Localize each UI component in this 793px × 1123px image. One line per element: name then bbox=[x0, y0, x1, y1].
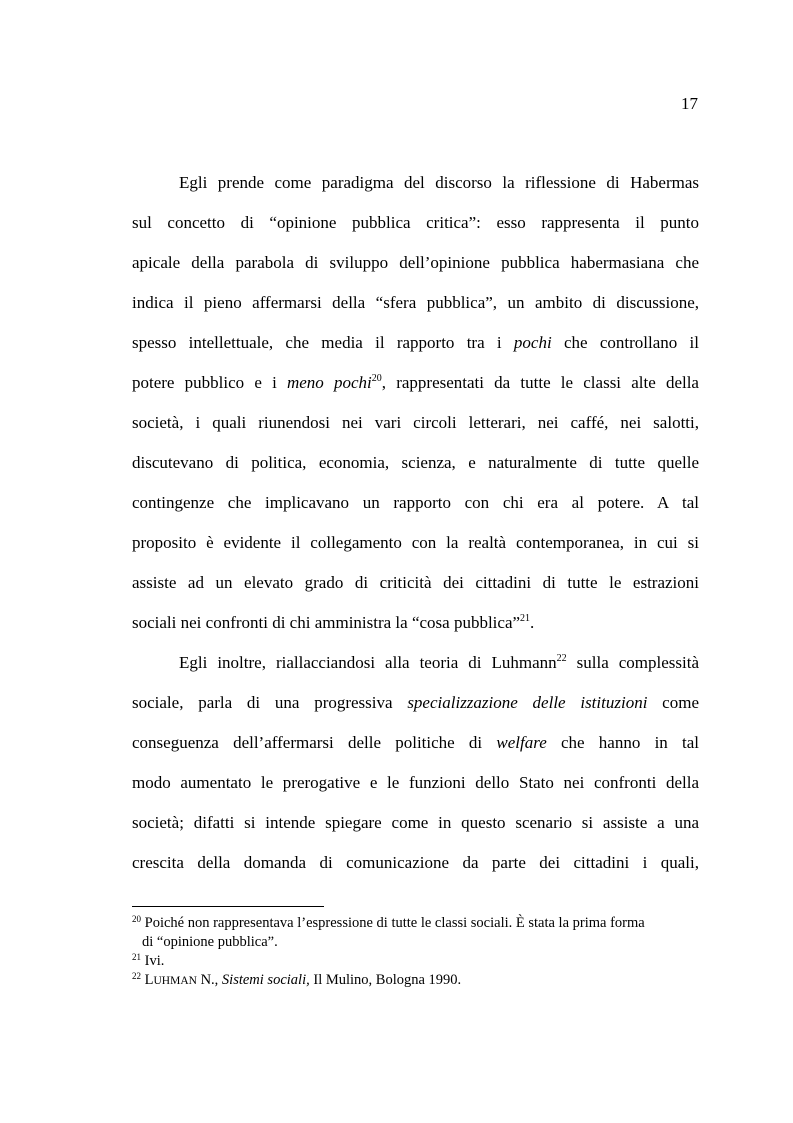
italic-term: specializzazione delle istituzioni bbox=[407, 693, 648, 712]
text-line bbox=[132, 603, 699, 643]
footnote-text: Poiché non rappresentava l’espressione di tutte le classi sociali. È stata la prima forma bbox=[141, 915, 645, 931]
text-run: sociali nei confronti di chi amministra la “cosa pubblica” bbox=[132, 613, 521, 632]
book-title: Sistemi sociali, bbox=[221, 972, 310, 988]
page-number: 17 bbox=[681, 94, 698, 113]
text-line bbox=[132, 323, 699, 363]
footnote-text: Ivi. bbox=[141, 953, 165, 969]
footnote-line bbox=[132, 914, 699, 933]
italic-term: pochi bbox=[513, 333, 552, 352]
footnote-ref[interactable]: 21 bbox=[520, 613, 531, 624]
text-line: assiste ad un elevato grado di criticità dei cittadini di tutte le estrazioni bbox=[132, 573, 699, 592]
text-run: . bbox=[530, 613, 535, 632]
text-run: sulla complessità bbox=[566, 653, 699, 672]
text-line: Egli prende come paradigma del discorso la riflessione di Habermas bbox=[179, 173, 699, 192]
text-line: apicale della parabola di sviluppo dell’opinione pubblica habermasiana che bbox=[132, 253, 699, 272]
text-line: crescita della domanda di comunicazione da parte dei cittadini i quali, bbox=[132, 853, 699, 872]
footnote-line: di “opinione pubblica”. bbox=[142, 934, 278, 950]
text-line: società, i quali riunendosi nei vari circoli letterari, nei caffé, nei salotti, bbox=[132, 413, 699, 432]
footnotes bbox=[132, 914, 699, 991]
text-run: come bbox=[647, 693, 699, 712]
text-line: sul concetto di “opinione pubblica critica”: esso rappresenta il punto bbox=[132, 213, 699, 232]
text-line: indica il pieno affermarsi della “sfera pubblica”, un ambito di discussione, bbox=[132, 293, 699, 312]
text-line: discutevano di politica, economia, scienza, e naturalmente di tutte quelle bbox=[132, 453, 699, 472]
footnote-ref[interactable]: 20 bbox=[371, 373, 382, 384]
footnote-mark: 21 bbox=[132, 952, 141, 962]
footnote-21 bbox=[132, 952, 699, 971]
footnote-text: N., bbox=[196, 972, 222, 988]
italic-term: meno pochi bbox=[286, 373, 372, 392]
footnote-ref[interactable]: 22 bbox=[556, 653, 567, 664]
text-line bbox=[132, 683, 699, 723]
text-run: che hanno in tal bbox=[546, 733, 699, 752]
body-text bbox=[132, 163, 699, 883]
paragraph-1 bbox=[132, 163, 699, 643]
author-smallcaps: UHMAN bbox=[153, 975, 197, 987]
text-line: proposito è evidente il collegamento con la realtà contemporanea, in cui si bbox=[132, 533, 699, 552]
text-line bbox=[132, 723, 699, 763]
text-run: sociale, parla di una progressiva bbox=[132, 693, 408, 712]
text-run: , rappresentati da tutte le classi alte della bbox=[381, 373, 699, 392]
paragraph-2 bbox=[132, 643, 699, 883]
text-line: modo aumentato le prerogative e le funzioni dello Stato nei confronti della bbox=[132, 773, 699, 792]
author-initial: L bbox=[141, 972, 154, 988]
footnote-rule bbox=[132, 906, 324, 907]
text-run: spesso intellettuale, che media il rapporto tra i bbox=[132, 333, 514, 352]
text-line bbox=[132, 643, 699, 683]
text-run: che controllano il bbox=[551, 333, 699, 352]
text-line bbox=[132, 363, 699, 403]
footnote-text: Il Mulino, Bologna 1990. bbox=[309, 972, 462, 988]
italic-term: welfare bbox=[496, 733, 547, 752]
footnote-mark: 20 bbox=[132, 914, 141, 924]
text-run: Egli inoltre, riallacciandosi alla teoria di Luhmann bbox=[179, 653, 557, 672]
footnote-22 bbox=[132, 971, 699, 991]
footnote-mark: 22 bbox=[132, 971, 141, 981]
text-line: società; difatti si intende spiegare come in questo scenario si assiste a una bbox=[132, 813, 699, 832]
footnote-20 bbox=[132, 914, 699, 952]
text-line: contingenze che implicavano un rapporto con chi era al potere. A tal bbox=[132, 493, 699, 512]
text-run: conseguenza dell’affermarsi delle politiche di bbox=[132, 733, 497, 752]
text-run: potere pubblico e i bbox=[132, 373, 287, 392]
